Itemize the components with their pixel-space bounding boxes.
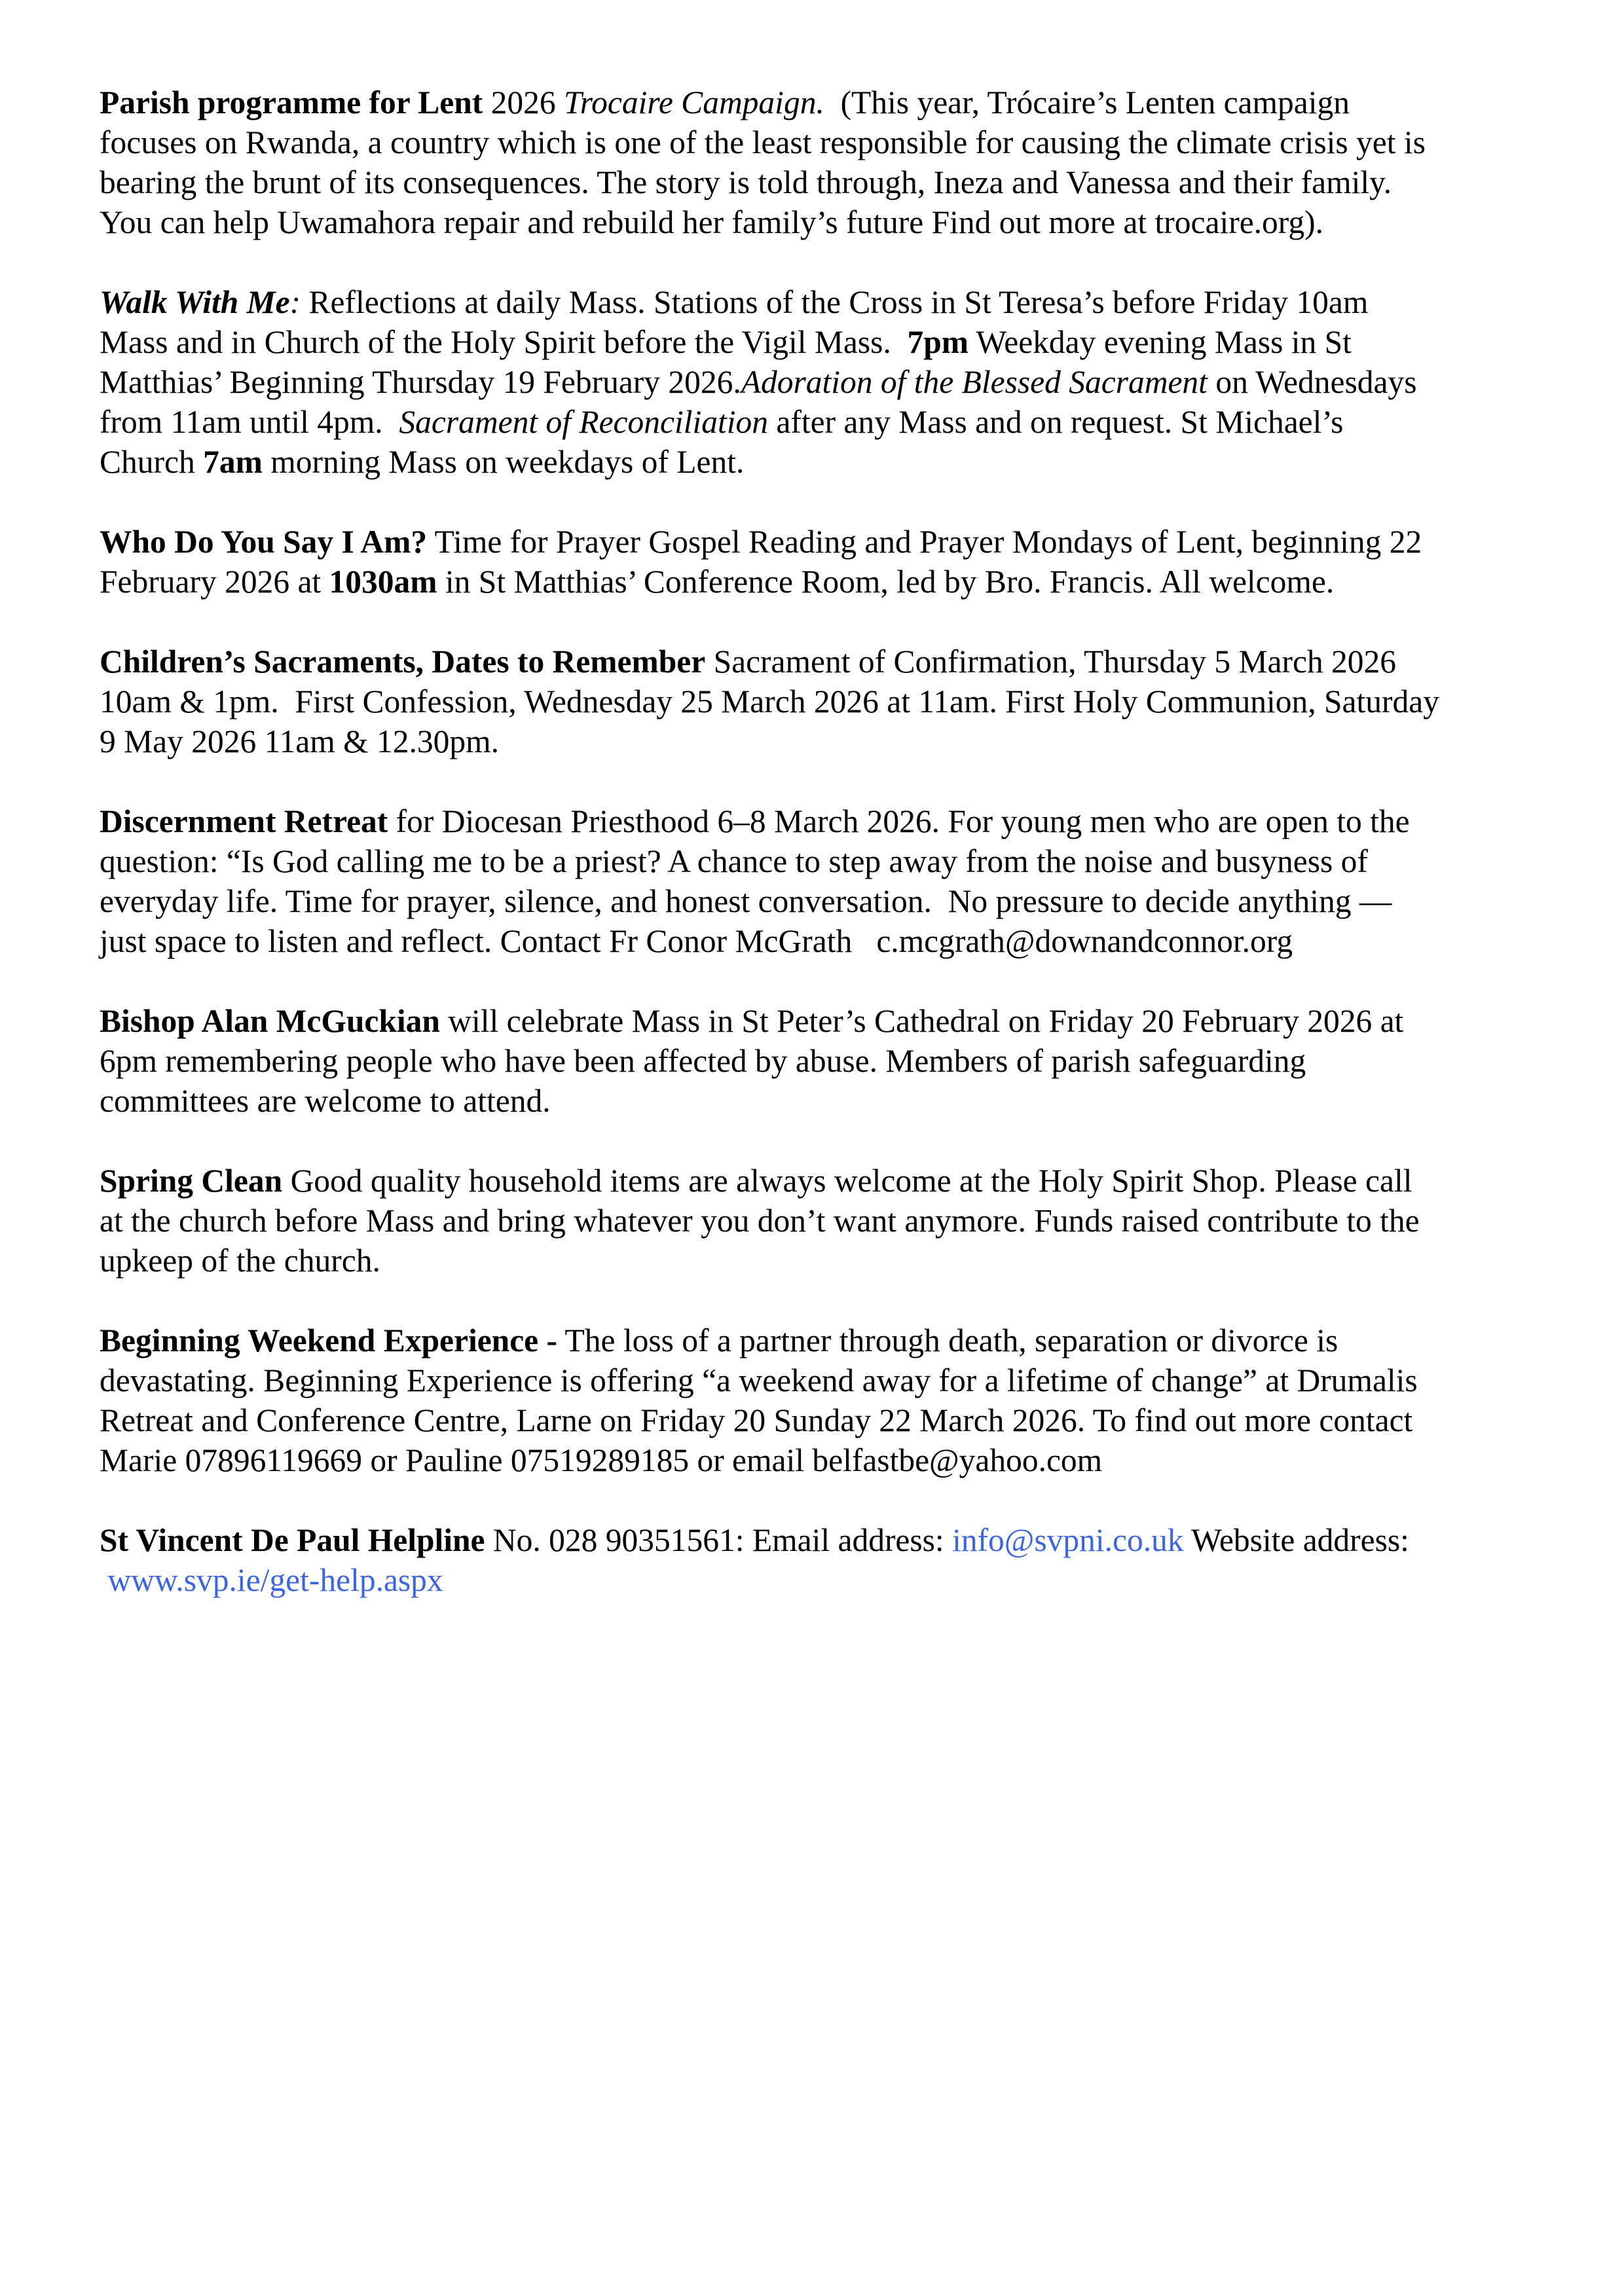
body-text: Retreat and Conference Centre, Larne on Friday 20 Sunday 22 March 2026. To find out more contact xyxy=(100,1402,1413,1438)
website-link[interactable]: www.svp.ie/get-help.aspx xyxy=(107,1562,443,1598)
text-line xyxy=(100,1041,1540,1081)
text-line xyxy=(100,1161,1540,1201)
paragraph-heading: Children’s Sacraments, Dates to Remember xyxy=(100,644,706,680)
body-text: (This year, Trócaire’s Lenten campaign xyxy=(824,84,1350,120)
paragraph-heading: Discernment Retreat xyxy=(100,803,388,839)
body-text: everyday life. Time for prayer, silence, and honest conversation. No pressure to decide anything — xyxy=(100,883,1392,919)
body-text: question: “Is God calling me to be a priest? A chance to step away from the noise and busyness of xyxy=(100,843,1368,879)
paragraph-heading: Walk With Me xyxy=(100,284,290,320)
body-text: Church xyxy=(100,444,204,480)
italic-text: : xyxy=(289,284,301,320)
paragraph-heading: St Vincent De Paul Helpline xyxy=(100,1522,485,1558)
body-text: February 2026 at xyxy=(100,564,329,600)
text-line xyxy=(100,442,1540,482)
italic-text: Sacrament of Reconciliation xyxy=(399,404,768,440)
body-text: from 11am until 4pm. xyxy=(100,404,399,440)
body-text: 9 May 2026 11am & 12.30pm. xyxy=(100,723,500,759)
body-text: 2026 xyxy=(483,84,564,120)
text-line xyxy=(100,1201,1540,1241)
body-text: Mass and in Church of the Holy Spirit before the Vigil Mass. xyxy=(100,324,908,360)
body-text: committees are welcome to attend. xyxy=(100,1083,551,1119)
text-line xyxy=(100,801,1540,841)
body-text: Good quality household items are always welcome at the Holy Spirit Shop. Please call xyxy=(282,1163,1412,1199)
italic-text: Trocaire Campaign. xyxy=(563,84,824,120)
text-line xyxy=(100,642,1540,682)
paragraph-spring-clean xyxy=(100,1161,1540,1281)
body-text: focuses on Rwanda, a country which is one of the least responsible for causing the climate crisis yet is xyxy=(100,124,1426,160)
text-line xyxy=(100,1241,1540,1281)
paragraph-beginning-experience xyxy=(100,1321,1540,1480)
body-text: No. 028 90351561: Email address: xyxy=(485,1522,953,1558)
text-line xyxy=(100,322,1540,362)
bold-text: 7pm xyxy=(907,324,969,360)
paragraph-bishop-mass xyxy=(100,1001,1540,1121)
parish-bulletin-page xyxy=(100,82,1540,1640)
text-line xyxy=(100,1400,1540,1440)
body-text: Time for Prayer Gospel Reading and Prayer Mondays of Lent, beginning 22 xyxy=(427,524,1422,560)
body-text: Sacrament of Confirmation, Thursday 5 March 2026 xyxy=(705,644,1397,680)
paragraph-heading: Beginning Weekend Experience - xyxy=(100,1322,557,1358)
text-line xyxy=(100,1001,1540,1041)
text-line xyxy=(100,1440,1540,1480)
text-line xyxy=(100,1560,1540,1600)
paragraph-heading: Parish programme for Lent xyxy=(100,84,483,120)
body-text: Reflections at daily Mass. Stations of the Cross in St Teresa’s before Friday 10am xyxy=(301,284,1369,320)
paragraph-heading: Bishop Alan McGuckian xyxy=(100,1003,440,1039)
body-text: Website address: xyxy=(1183,1522,1409,1558)
paragraph-childrens-sacraments xyxy=(100,642,1540,761)
bold-text: 1030am xyxy=(329,564,437,600)
body-text: Marie 07896119669 or Pauline 07519289185 or email belfastbe@yahoo.com xyxy=(100,1442,1103,1478)
body-text: morning Mass on weekdays of Lent. xyxy=(262,444,745,480)
text-line xyxy=(100,921,1540,961)
text-line xyxy=(100,1321,1540,1360)
body-text: at the church before Mass and bring whatever you don’t want anymore. Funds raised contribute to the xyxy=(100,1203,1420,1239)
body-text: Weekday evening Mass in St xyxy=(968,324,1352,360)
paragraph-heading: Who Do You Say I Am? xyxy=(100,524,428,560)
paragraph-svp-helpline xyxy=(100,1520,1540,1600)
body-text: 6pm remembering people who have been affected by abuse. Members of parish safeguarding xyxy=(100,1043,1306,1079)
body-text: The loss of a partner through death, separation or divorce is xyxy=(557,1322,1338,1358)
text-line xyxy=(100,522,1540,562)
paragraph-who-do-you-say xyxy=(100,522,1540,602)
paragraph-walk-with-me xyxy=(100,282,1540,482)
paragraph-lent-programme xyxy=(100,82,1540,242)
text-line xyxy=(100,841,1540,881)
body-text: for Diocesan Priesthood 6–8 March 2026. For young men who are open to the xyxy=(388,803,1410,839)
body-text: will celebrate Mass in St Peter’s Cathedral on Friday 20 February 2026 at xyxy=(439,1003,1404,1039)
body-text: bearing the brunt of its consequences. The story is told through, Ineza and Vanessa and their family. xyxy=(100,164,1392,200)
body-text xyxy=(100,1562,107,1598)
text-line xyxy=(100,562,1540,602)
body-text: devastating. Beginning Experience is offering “a weekend away for a lifetime of change” at Drumalis xyxy=(100,1362,1418,1398)
body-text: 10am & 1pm. First Confession, Wednesday 25 March 2026 at 11am. First Holy Communion, Saturday xyxy=(100,683,1439,720)
paragraph-heading: Spring Clean xyxy=(100,1163,283,1199)
body-text: just space to listen and reflect. Contact Fr Conor McGrath c.mcgrath@downandconnor.org xyxy=(100,923,1293,959)
text-line xyxy=(100,721,1540,761)
body-text: You can help Uwamahora repair and rebuild her family’s future Find out more at trocaire.org). xyxy=(100,204,1323,240)
bold-text: 7am xyxy=(203,444,263,480)
text-line xyxy=(100,202,1540,242)
italic-text: Adoration of the Blessed Sacrament xyxy=(741,364,1208,400)
text-line xyxy=(100,1081,1540,1121)
paragraph-discernment-retreat xyxy=(100,801,1540,961)
text-line xyxy=(100,1520,1540,1560)
text-line xyxy=(100,282,1540,322)
body-text: in St Matthias’ Conference Room, led by Bro. Francis. All welcome. xyxy=(437,564,1335,600)
text-line xyxy=(100,1360,1540,1400)
body-text: upkeep of the church. xyxy=(100,1243,380,1279)
text-line xyxy=(100,162,1540,202)
text-line xyxy=(100,82,1540,122)
body-text: after any Mass and on request. St Michael’s xyxy=(768,404,1344,440)
text-line xyxy=(100,682,1540,721)
email-link[interactable]: info@svpni.co.uk xyxy=(952,1522,1184,1558)
text-line xyxy=(100,362,1540,402)
body-text: on Wednesdays xyxy=(1207,364,1417,400)
body-text: Matthias’ Beginning Thursday 19 February 2026. xyxy=(100,364,741,400)
text-line xyxy=(100,402,1540,442)
text-line xyxy=(100,881,1540,921)
text-line xyxy=(100,122,1540,162)
